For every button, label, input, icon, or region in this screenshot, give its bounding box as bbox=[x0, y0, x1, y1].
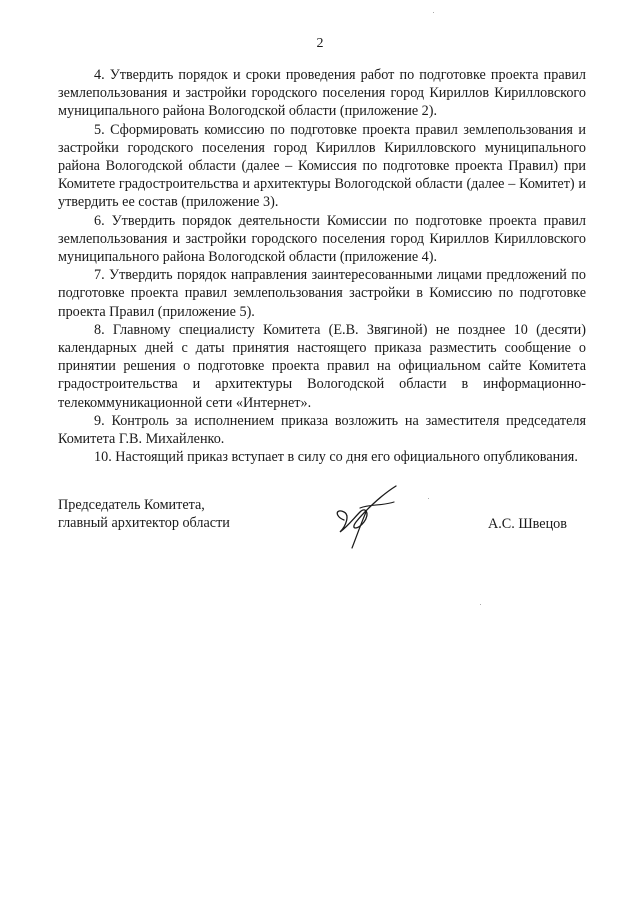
paragraph-8: 8. Главному специалисту Комитета (Е.В. Звягиной) не позднее 10 (десяти) календарных дней с даты принятия настоящего приказа разместить сообщение о принятии решения о подготовке проекта правил на официальном сайте Комитета градостроительства и архитектуры Вологодской области в информационно-телекоммуникационной сети «Интернет». bbox=[58, 321, 586, 411]
signatory-title-line1: Председатель Комитета, bbox=[58, 497, 205, 513]
paragraph-9: 9. Контроль за исполнением приказа возложить на заместителя председателя Комитета Г.В. Михайленко. bbox=[58, 412, 586, 448]
signatory-title bbox=[58, 496, 230, 532]
scan-speck bbox=[480, 604, 481, 605]
scan-speck bbox=[428, 498, 429, 499]
signatory-title-line2: главный архитектор области bbox=[58, 515, 230, 532]
scan-speck bbox=[433, 12, 434, 13]
page-number: 2 bbox=[316, 36, 324, 51]
signatory-name: А.С. Швецов bbox=[488, 516, 567, 532]
document-body bbox=[58, 66, 586, 466]
paragraph-4: 4. Утвердить порядок и сроки проведения работ по подготовке проекта правил землепользования и застройки городского поселения город Кириллов Кирилловского муниципального района Вологодской области (приложение 2). bbox=[58, 67, 586, 120]
paragraph-5: 5. Сформировать комиссию по подготовке проекта правил землепользования и застройки городского поселения город Кириллов Кирилловского муниципального района Вологодской области (далее – Комиссия по подготовке проекта Правил) при Комитете градостроительства и архитектуры Вологодской области (далее – Комитет) и утвердить ее состав (приложение 3). bbox=[58, 121, 586, 211]
paragraph-7: 7. Утвердить порядок направления заинтересованными лицами предложений по подготовке проекта правил землепользования застройки в Комиссию по подготовке проекта Правил (приложение 5). bbox=[58, 267, 586, 320]
handwritten-signature bbox=[330, 482, 420, 552]
paragraph-10: 10. Настоящий приказ вступает в силу со дня его официального опубликования. bbox=[94, 449, 578, 466]
paragraph-6: 6. Утвердить порядок деятельности Комиссии по подготовке проекта правил землепользования и застройки городского поселения город Кириллов Кирилловского муниципального района Вологодской области (приложение 4). bbox=[58, 212, 586, 266]
